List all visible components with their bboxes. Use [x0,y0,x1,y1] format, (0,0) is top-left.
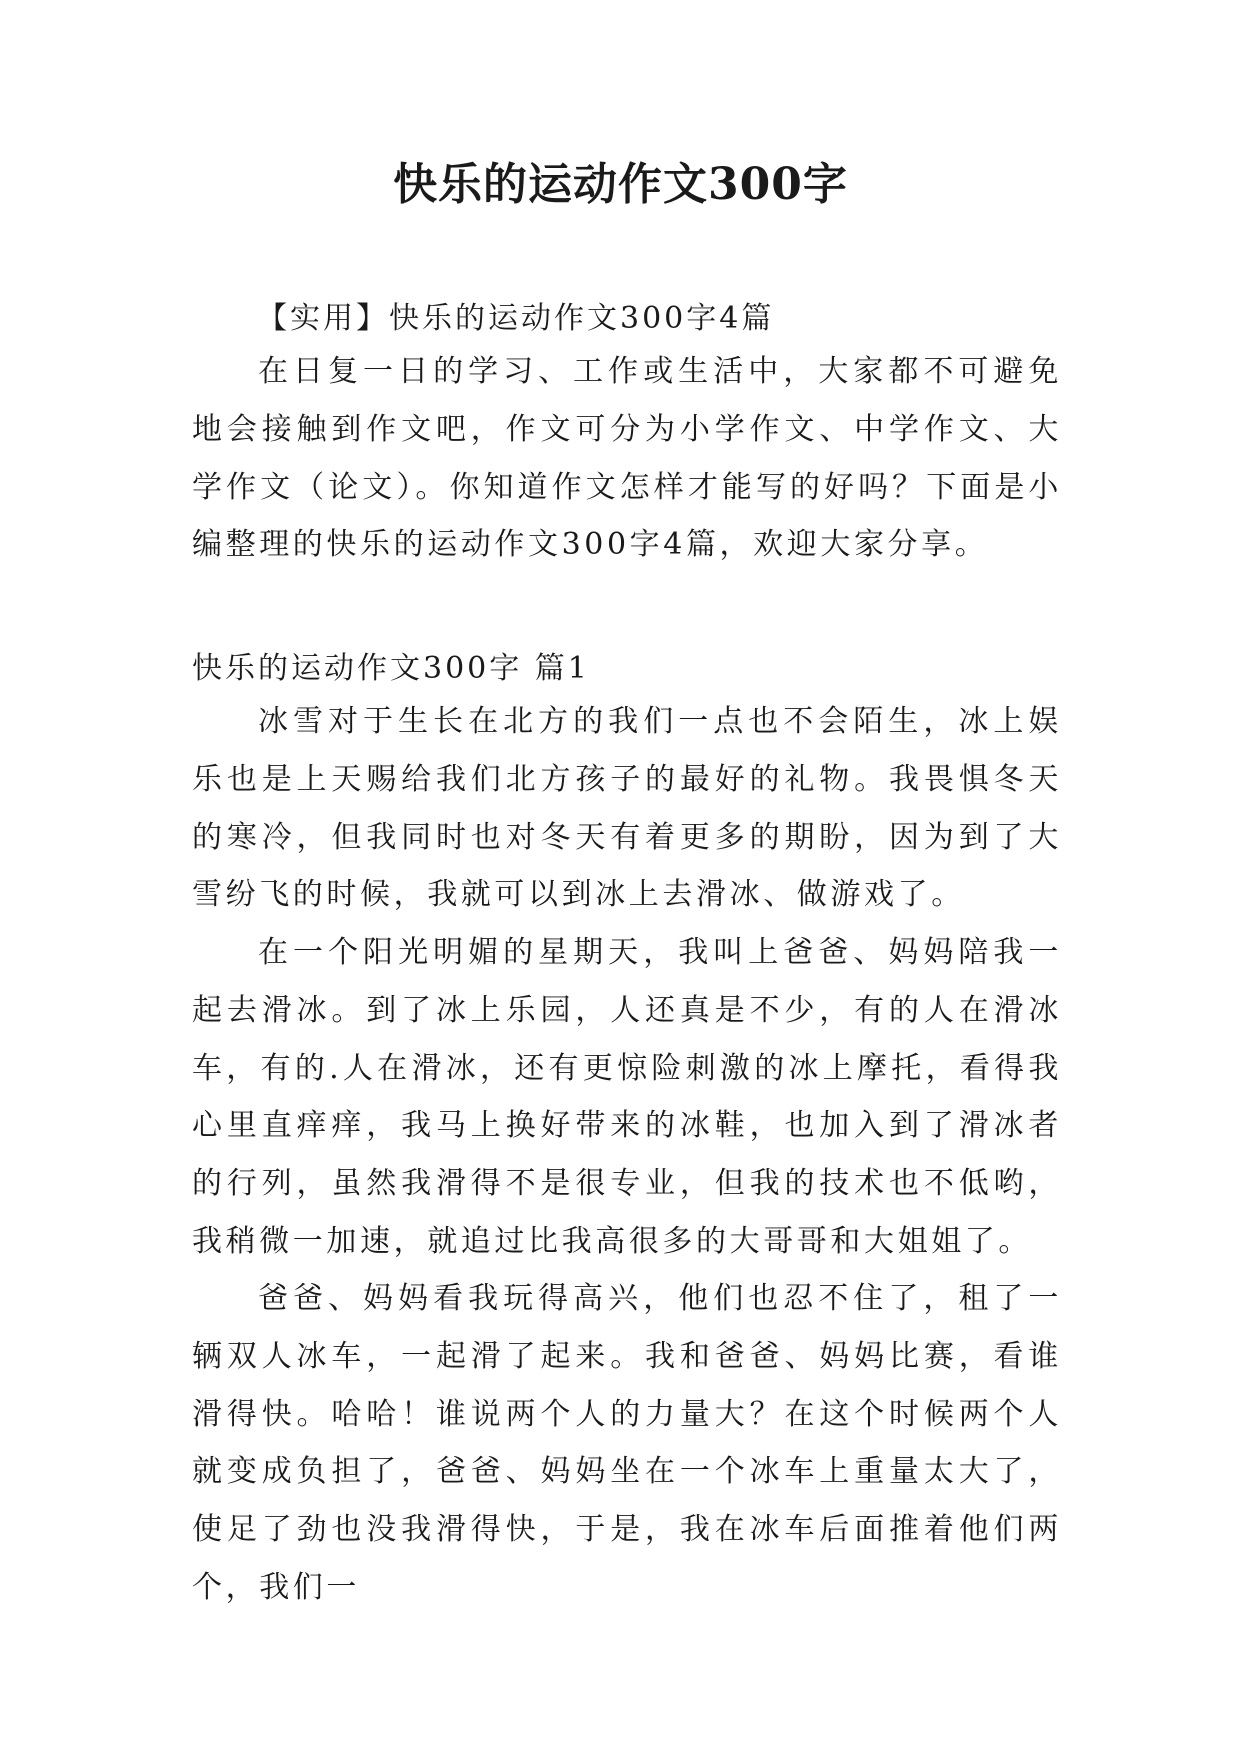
body-paragraph-2: 在一个阳光明媚的星期天，我叫上爸爸、妈妈陪我一起去滑冰。到了冰上乐园，人还真是不少，有的人在滑冰车，有的.人在滑冰，还有更惊险刺激的冰上摩托，看得我心里直痒痒，我马上换好带来的冰鞋，也加入到了滑冰者的行列，虽然我滑得不是很专业，但我的技术也不低哟，我稍微一加速，就追过比我高很多的大哥哥和大姐姐了。 [192,935,1062,1259]
intro-paragraph: 在日复一日的学习、工作或生活中，大家都不可避免地会接触到作文吧，作文可分为小学作文、中学作文、大学作文（论文）。你知道作文怎样才能写的好吗？下面是小编整理的快乐的运动作文300字4篇，欢迎大家分享。 [192,354,1062,563]
section-heading: 快乐的运动作文300字 篇1 [192,651,590,686]
document-title: 快乐的运动作文300字 [393,159,848,210]
body-paragraph-3: 爸爸、妈妈看我玩得高兴，他们也忍不住了，租了一辆双人冰车，一起滑了起来。我和爸爸、妈妈比赛，看谁滑得快。哈哈！谁说两个人的力量大？在这个时候两个人就变成负担了，爸爸、妈妈坐在一个冰车上重量太大了，使足了劲也没我滑得快，于是，我在冰车后面推着他们两个，我们一 [192,1281,1062,1605]
document-subtitle: 【实用】快乐的运动作文300字4篇 [257,301,775,336]
body-paragraph-1: 冰雪对于生长在北方的我们一点也不会陌生，冰上娱乐也是上天赐给我们北方孩子的最好的礼物。我畏惧冬天的寒冷，但我同时也对冬天有着更多的期盼，因为到了大雪纷飞的时候，我就可以到冰上去滑冰、做游戏了。 [192,704,1062,913]
